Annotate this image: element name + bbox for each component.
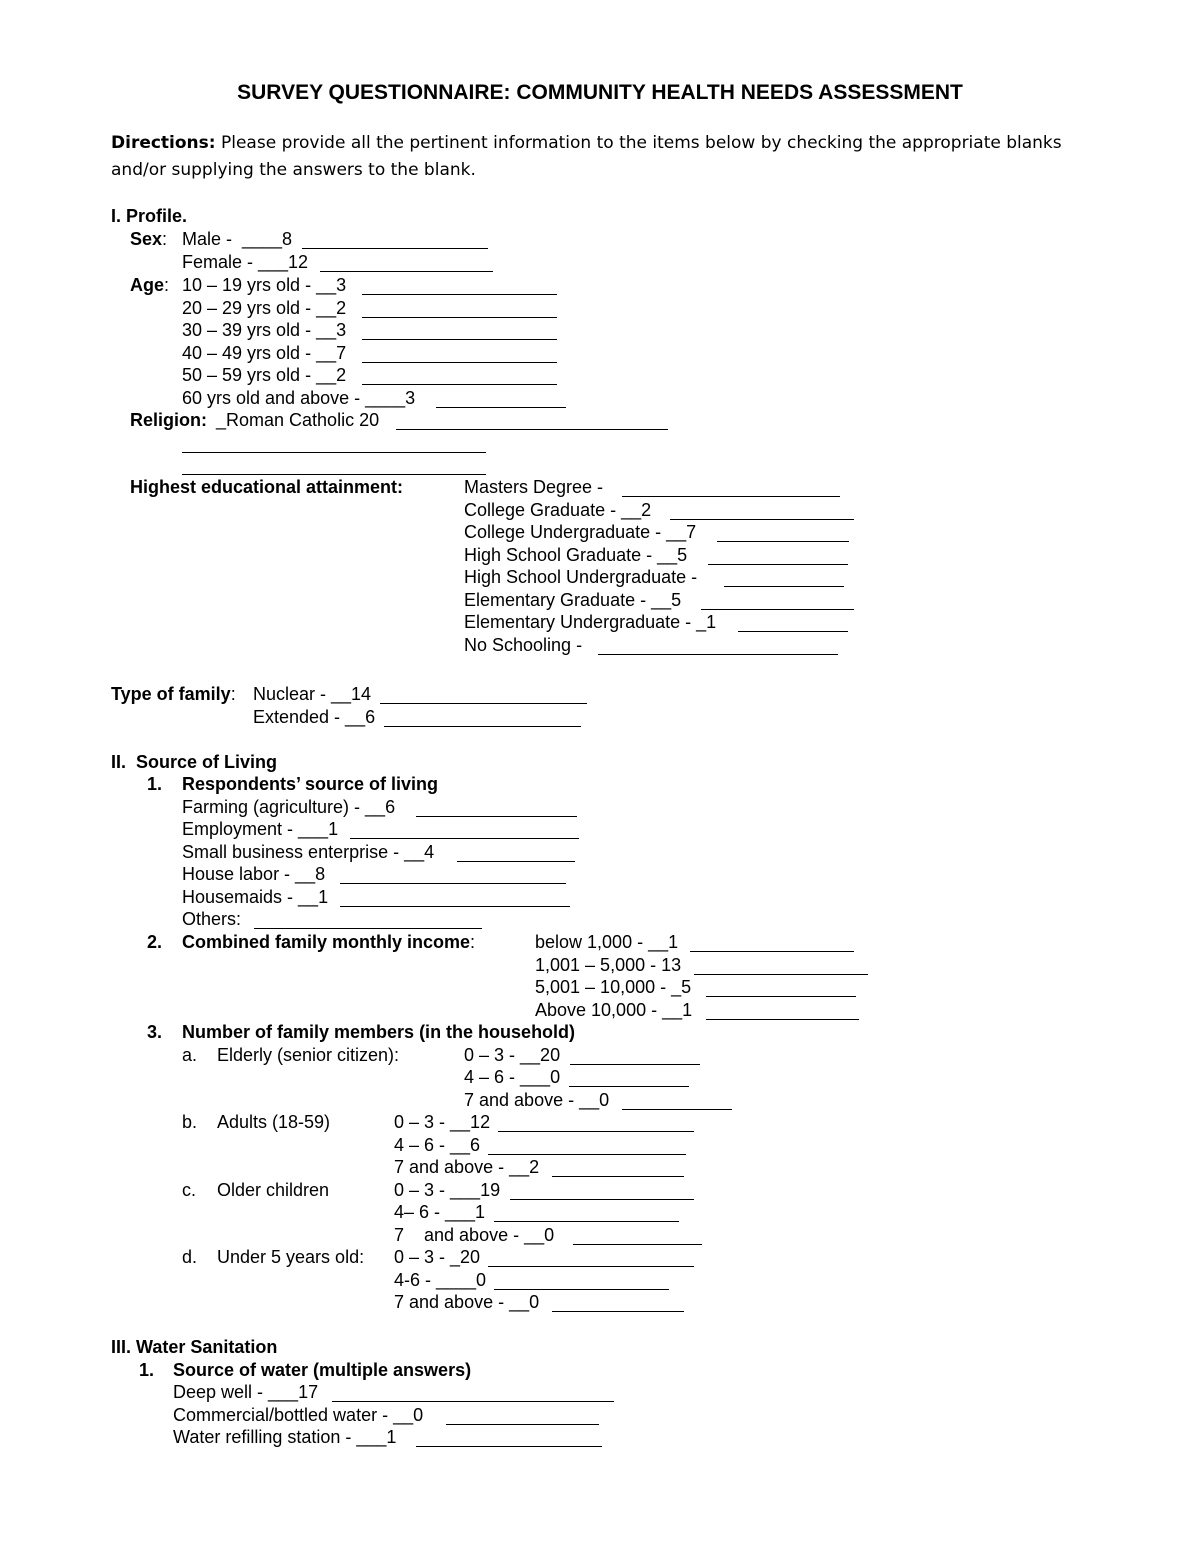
group-item: 0 – 3 - ___19 — [394, 1180, 501, 1200]
income-item: 5,001 – 10,000 - _5 — [535, 977, 692, 997]
family-type-nuclear: Nuclear - __14 — [253, 684, 372, 704]
blank-line[interactable] — [254, 928, 482, 929]
blank-line[interactable] — [436, 407, 566, 408]
blank-line[interactable] — [498, 1131, 694, 1132]
education-item: High School Graduate - __5 — [464, 545, 688, 565]
blank-line[interactable] — [488, 1154, 686, 1155]
q2-label: Combined family monthly income: — [182, 932, 476, 952]
blank-line[interactable] — [622, 496, 840, 497]
q1-number: 1. — [147, 774, 163, 794]
blank-line[interactable] — [302, 248, 488, 249]
blank-line[interactable] — [416, 816, 577, 817]
group-label: Older children — [217, 1180, 330, 1200]
water-item: Water refilling station - ___1 — [173, 1427, 397, 1447]
group-label: Under 5 years old: — [217, 1247, 365, 1267]
group-label: Elderly (senior citizen): — [217, 1045, 400, 1065]
blank-line[interactable] — [340, 906, 570, 907]
blank-line[interactable] — [384, 726, 581, 727]
group-letter: c. — [182, 1180, 197, 1200]
group-item: 0 – 3 - __12 — [394, 1112, 491, 1132]
blank-line[interactable] — [622, 1109, 732, 1110]
blank-line[interactable] — [717, 541, 849, 542]
directions-label: Directions: — [111, 133, 216, 153]
blank-line[interactable] — [362, 339, 557, 340]
religion-value: _Roman Catholic 20 — [216, 410, 380, 430]
group-item: 4 – 6 - ___0 — [464, 1067, 561, 1087]
blank-line[interactable] — [362, 362, 557, 363]
living-item: House labor - __8 — [182, 864, 326, 884]
religion-label: Religion: — [130, 410, 207, 430]
age-item: 30 – 39 yrs old - __3 — [182, 320, 347, 340]
education-item: College Undergraduate - __7 — [464, 522, 697, 542]
group-item: 7 and above - __0 — [464, 1090, 610, 1110]
age-item: 10 – 19 yrs old - __3 — [182, 275, 347, 295]
group-item: 4– 6 - ___1 — [394, 1202, 486, 1222]
blank-line[interactable] — [340, 883, 566, 884]
income-item: below 1,000 - __1 — [535, 932, 679, 952]
blank-line[interactable] — [569, 1086, 689, 1087]
education-label: Highest educational attainment: — [130, 477, 404, 497]
group-letter: d. — [182, 1247, 198, 1267]
blank-line[interactable] — [494, 1221, 679, 1222]
education-item: Elementary Undergraduate - _1 — [464, 612, 717, 632]
blank-line[interactable] — [598, 654, 838, 655]
living-item: Farming (agriculture) - __6 — [182, 797, 396, 817]
blank-line[interactable] — [182, 452, 486, 453]
living-item: Small business enterprise - __4 — [182, 842, 435, 862]
blank-line[interactable] — [694, 974, 868, 975]
blank-line[interactable] — [332, 1401, 614, 1402]
blank-line[interactable] — [510, 1199, 694, 1200]
blank-line[interactable] — [724, 586, 844, 587]
blank-line[interactable] — [701, 609, 854, 610]
blank-line[interactable] — [570, 1064, 700, 1065]
blank-line[interactable] — [362, 317, 557, 318]
blank-line[interactable] — [362, 294, 557, 295]
blank-line[interactable] — [380, 703, 587, 704]
group-item: 7 and above - __2 — [394, 1157, 540, 1177]
directions-text-1: Please provide all the pertinent information to the items below by checking the appropriate blanks — [221, 133, 1062, 153]
blank-line[interactable] — [350, 838, 579, 839]
blank-line[interactable] — [416, 1446, 602, 1447]
education-item: No Schooling - — [464, 635, 583, 655]
q1-label: Respondents’ source of living — [182, 774, 439, 794]
blank-line[interactable] — [362, 384, 557, 385]
living-item: Housemaids - __1 — [182, 887, 329, 907]
education-item: Elementary Graduate - __5 — [464, 590, 682, 610]
water-item: Deep well - ___17 — [173, 1382, 319, 1402]
group-label: Adults (18-59) — [217, 1112, 331, 1132]
section-water-heading: III. Water Sanitation — [111, 1337, 278, 1357]
water-q1-number: 1. — [139, 1360, 155, 1380]
section-profile-heading: I. Profile. — [111, 206, 188, 226]
age-item: 60 yrs old and above - ____3 — [182, 388, 416, 408]
blank-line[interactable] — [552, 1176, 684, 1177]
blank-line[interactable] — [446, 1424, 599, 1425]
sex-label: Sex: — [130, 229, 168, 249]
q3-number: 3. — [147, 1022, 163, 1042]
living-item: Employment - ___1 — [182, 819, 339, 839]
group-item: 7 and above - __0 — [394, 1292, 540, 1312]
age-item: 50 – 59 yrs old - __2 — [182, 365, 347, 385]
water-item: Commercial/bottled water - __0 — [173, 1405, 424, 1425]
blank-line[interactable] — [494, 1289, 669, 1290]
blank-line[interactable] — [396, 429, 668, 430]
group-letter: b. — [182, 1112, 198, 1132]
education-item: High School Undergraduate - — [464, 567, 698, 587]
blank-line[interactable] — [182, 474, 486, 475]
group-item: 4 – 6 - __6 — [394, 1135, 481, 1155]
blank-line[interactable] — [457, 861, 575, 862]
directions-text-2: and/or supplying the answers to the blank. — [111, 160, 476, 180]
group-letter: a. — [182, 1045, 198, 1065]
group-item: 7 and above - __0 — [394, 1225, 555, 1245]
blank-line[interactable] — [690, 951, 854, 952]
education-item: Masters Degree - — [464, 477, 604, 497]
blank-line[interactable] — [488, 1266, 694, 1267]
family-type-label: Type of family: — [111, 684, 236, 704]
blank-line[interactable] — [552, 1311, 684, 1312]
living-item: Others: — [182, 909, 242, 929]
water-q1-label: Source of water (multiple answers) — [173, 1360, 472, 1380]
blank-line[interactable] — [708, 564, 848, 565]
blank-line[interactable] — [706, 996, 856, 997]
section-living-heading: II. Source of Living — [111, 752, 278, 772]
income-item: Above 10,000 - __1 — [535, 1000, 693, 1020]
age-item: 40 – 49 yrs old - __7 — [182, 343, 347, 363]
directions-line-1 — [111, 132, 1062, 154]
age-item: 20 – 29 yrs old - __2 — [182, 298, 347, 318]
blank-line[interactable] — [320, 271, 493, 272]
sex-male: Male - ____8 — [182, 229, 293, 249]
q2-number: 2. — [147, 932, 163, 952]
page-title: SURVEY QUESTIONNAIRE: COMMUNITY HEALTH NEEDS ASSESSMENT — [237, 81, 963, 104]
sex-female: Female - ___12 — [182, 252, 309, 272]
blank-line[interactable] — [738, 631, 848, 632]
blank-line[interactable] — [670, 519, 854, 520]
group-item: 0 – 3 - __20 — [464, 1045, 561, 1065]
blank-line[interactable] — [706, 1019, 859, 1020]
education-item: College Graduate - __2 — [464, 500, 652, 520]
group-item: 4-6 - ____0 — [394, 1270, 487, 1290]
group-item: 0 – 3 - _20 — [394, 1247, 481, 1267]
family-type-extended: Extended - __6 — [253, 707, 376, 727]
q3-label: Number of family members (in the household) — [182, 1022, 576, 1042]
age-label: Age: — [130, 275, 170, 295]
blank-line[interactable] — [573, 1244, 702, 1245]
income-item: 1,001 – 5,000 - 13 — [535, 955, 682, 975]
